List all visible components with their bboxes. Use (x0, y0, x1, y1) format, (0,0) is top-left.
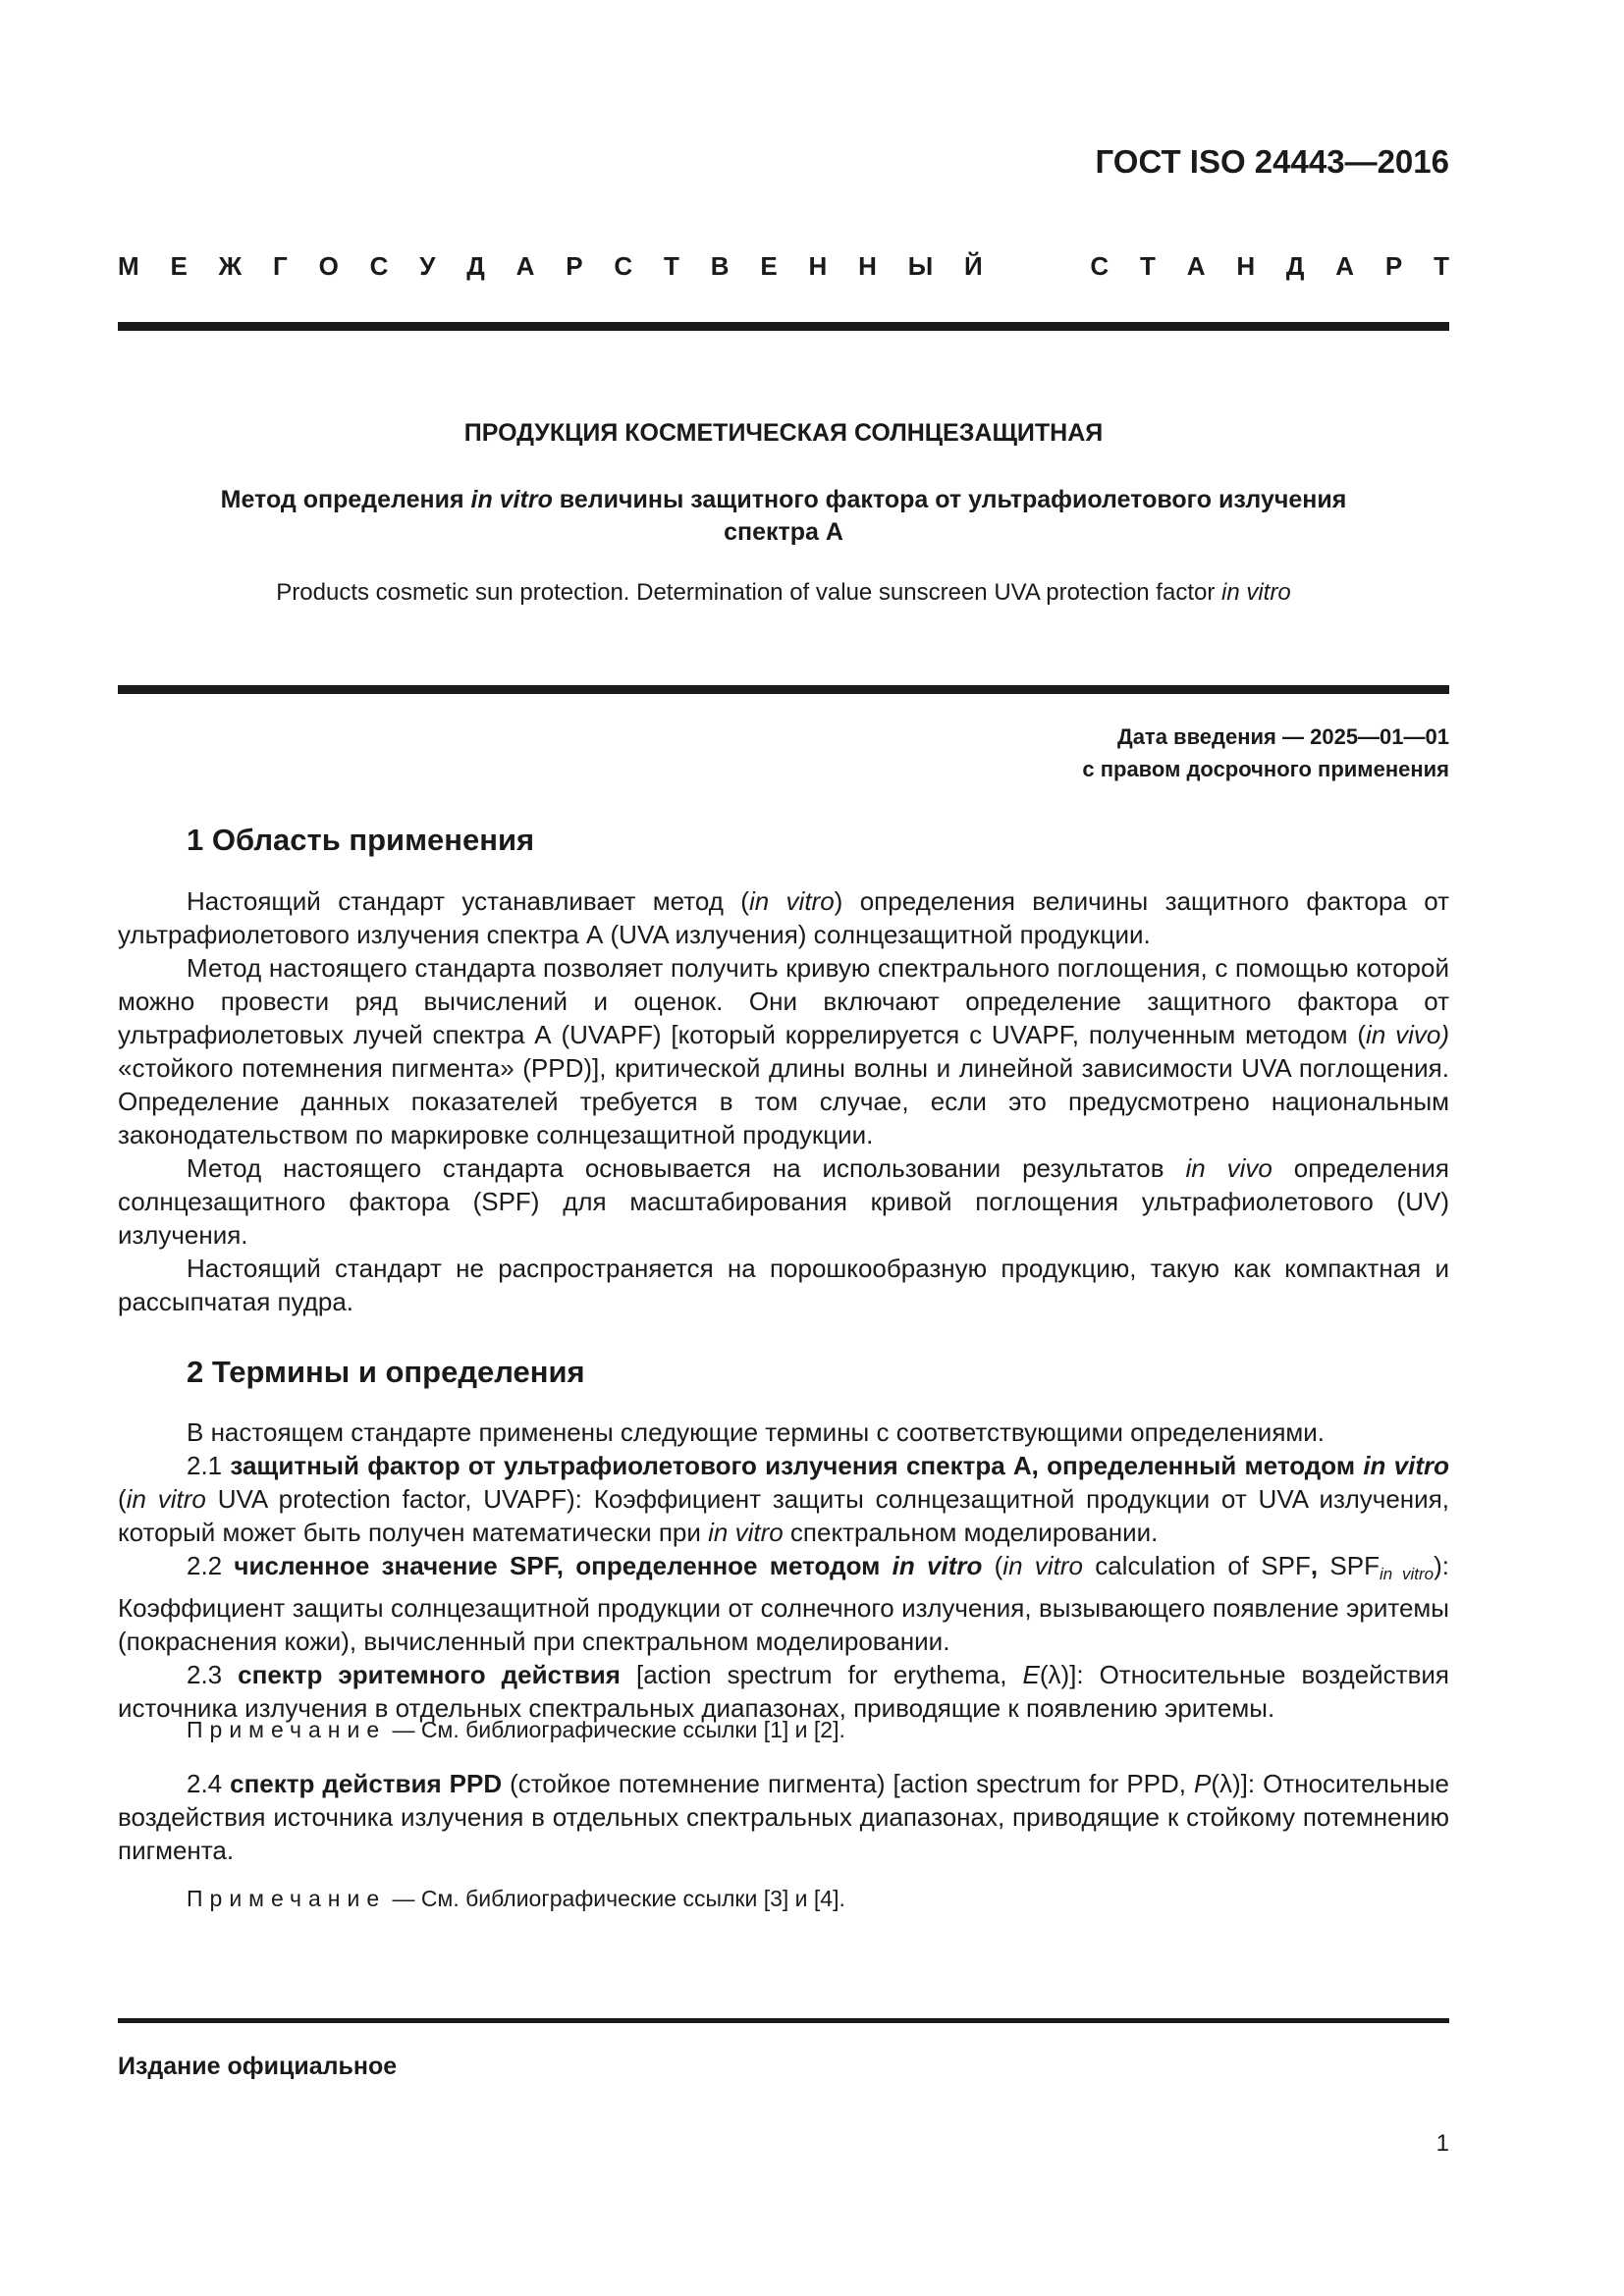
banner-letter: Н (858, 251, 877, 281)
section-1-body (118, 884, 1449, 1318)
paragraph: Настоящий стандарт устанавливает метод (in vitro) определения величины защитного фактора от ультрафиолетового излучения спектра А (UVA излучения) солнцезащитной продукции. (118, 886, 1450, 949)
banner-letter: А (515, 251, 535, 281)
gost-code: ГОСТ ISO 24443—2016 (1095, 143, 1449, 180)
banner-letter: Н (1236, 251, 1256, 281)
paragraph: Настоящий стандарт не распространяется на порошкообразную продукцию, такую как компактная и рассыпчатая пудра. (118, 1254, 1449, 1316)
banner-letter: У (419, 251, 436, 281)
banner-letter: Д (466, 251, 485, 281)
banner-letter: С (614, 251, 633, 281)
banner-letter: Р (1384, 251, 1403, 281)
page-number: 1 (1435, 2130, 1449, 2157)
banner-letter: С (1090, 251, 1110, 281)
banner-letter: Н (808, 251, 828, 281)
banner-letter: Г (273, 251, 288, 281)
banner-letter: Р (566, 251, 583, 281)
term-2-2: 2.2 численное значение SPF, определенное методом in vitro (in vitro calculation of SPF, $SPF_{in vitro}$): Коэффициент защиты солнцезащитной продукции от солнечного излучения, вызывающего появление эритемы (покраснения кожи), вычисленный при спектральном моделировании. (118, 1551, 1449, 1656)
document-subtitle: Метод определения in vitro величины защитного фактора от ультрафиолетового излучения спектра А (220, 486, 1347, 546)
english-title: Products cosmetic sun protection. Determination of value sunscreen UVA protection factor in vitro (276, 579, 1291, 606)
banner-letter: Е (760, 251, 778, 281)
banner-word-gap (1014, 251, 1059, 282)
term-2-4-block (118, 1767, 1449, 1867)
term-2-3: 2.3 спектр эритемного действия [action spectrum for erythema, E(λ)]: Относительные воздействия источника излучения в отдельных спектральных диапазонах, приводящие к появлению эритемы. (118, 1660, 1450, 1723)
banner-letter: А (1335, 251, 1355, 281)
section-2-heading: 2 Термины и определения (187, 1355, 585, 1389)
introduction-date: Дата введения — 2025—01—01 с правом досрочного применения (1082, 724, 1449, 781)
banner-letter: Т (664, 251, 679, 281)
banner-letter: А (1186, 251, 1206, 281)
banner-letter: М (118, 251, 139, 281)
banner-letter: Й (964, 251, 983, 281)
banner-letter: Т (1434, 251, 1449, 281)
banner-letter: Ы (907, 251, 934, 281)
paragraph: Метод настоящего стандарта позволяет получить кривую спектрального поглощения, с помощью которой можно провести ряд вычислений и оценок. Они включают определение защитного фактора от ультрафиолетовых лучей спектра А (UVAPF) [который коррелируется с UVAPF, полученным методом (in vivo) «стойкого потемнения пигмента» (PPD)], критической длины волны и линейной зависимости UVA поглощения. Определение данных показателей требуется в том случае, если это предусмотрено национальным законодательством по маркировке солнцезащитной продукции. (118, 953, 1450, 1149)
note-2: Примечание — См. библиографические ссылки [3] и [4]. (187, 1886, 845, 1911)
term-2-4: 2.4 спектр действия PPD (стойкое потемнение пигмента) [action spectrum for PPD, P(λ)]: Относительные воздействия источника излучения в отдельных спектральных диапазонах, приводящие к стойкому потемнению пигмента. (118, 1769, 1450, 1865)
footer-divider (118, 2018, 1449, 2023)
banner-letter: Ж (218, 251, 243, 281)
banner-letter: В (710, 251, 730, 281)
title-divider (118, 685, 1449, 694)
paragraph: Метод настоящего стандарта основывается на использовании результатов in vivo определения солнцезащитного фактора (SPF) для масштабирования кривой поглощения ультрафиолетового (UV) излучения. (118, 1153, 1449, 1250)
section-2-body (118, 1415, 1449, 1725)
banner-letter: Т (1139, 251, 1156, 281)
banner-letter: О (318, 251, 339, 281)
standard-banner (118, 251, 1449, 282)
note-1: Примечание — См. библиографические ссылки [1] и [2]. (187, 1717, 845, 1742)
document-title: ПРОДУКЦИЯ КОСМЕТИЧЕСКАЯ СОЛНЦЕЗАЩИТНАЯ (463, 419, 1104, 447)
banner-letter: С (369, 251, 389, 281)
term-2-1: 2.1 защитный фактор от ультрафиолетового излучения спектра А, определенный методом in vitro (in vitro UVA protection factor, UVAPF): Коэффициент защиты солнцезащитной продукции от UVA излучения, который может быть получен математически при in vitro спектральном моделировании. (118, 1451, 1449, 1547)
edition-label: Издание официальное (118, 2053, 398, 2080)
section-1-heading: 1 Область применения (187, 823, 535, 857)
banner-letter: Д (1285, 251, 1305, 281)
header-divider (118, 322, 1449, 331)
banner-letter: Е (170, 251, 188, 281)
paragraph: В настоящем стандарте применены следующие термины с соответствующими определениями. (187, 1417, 1326, 1447)
